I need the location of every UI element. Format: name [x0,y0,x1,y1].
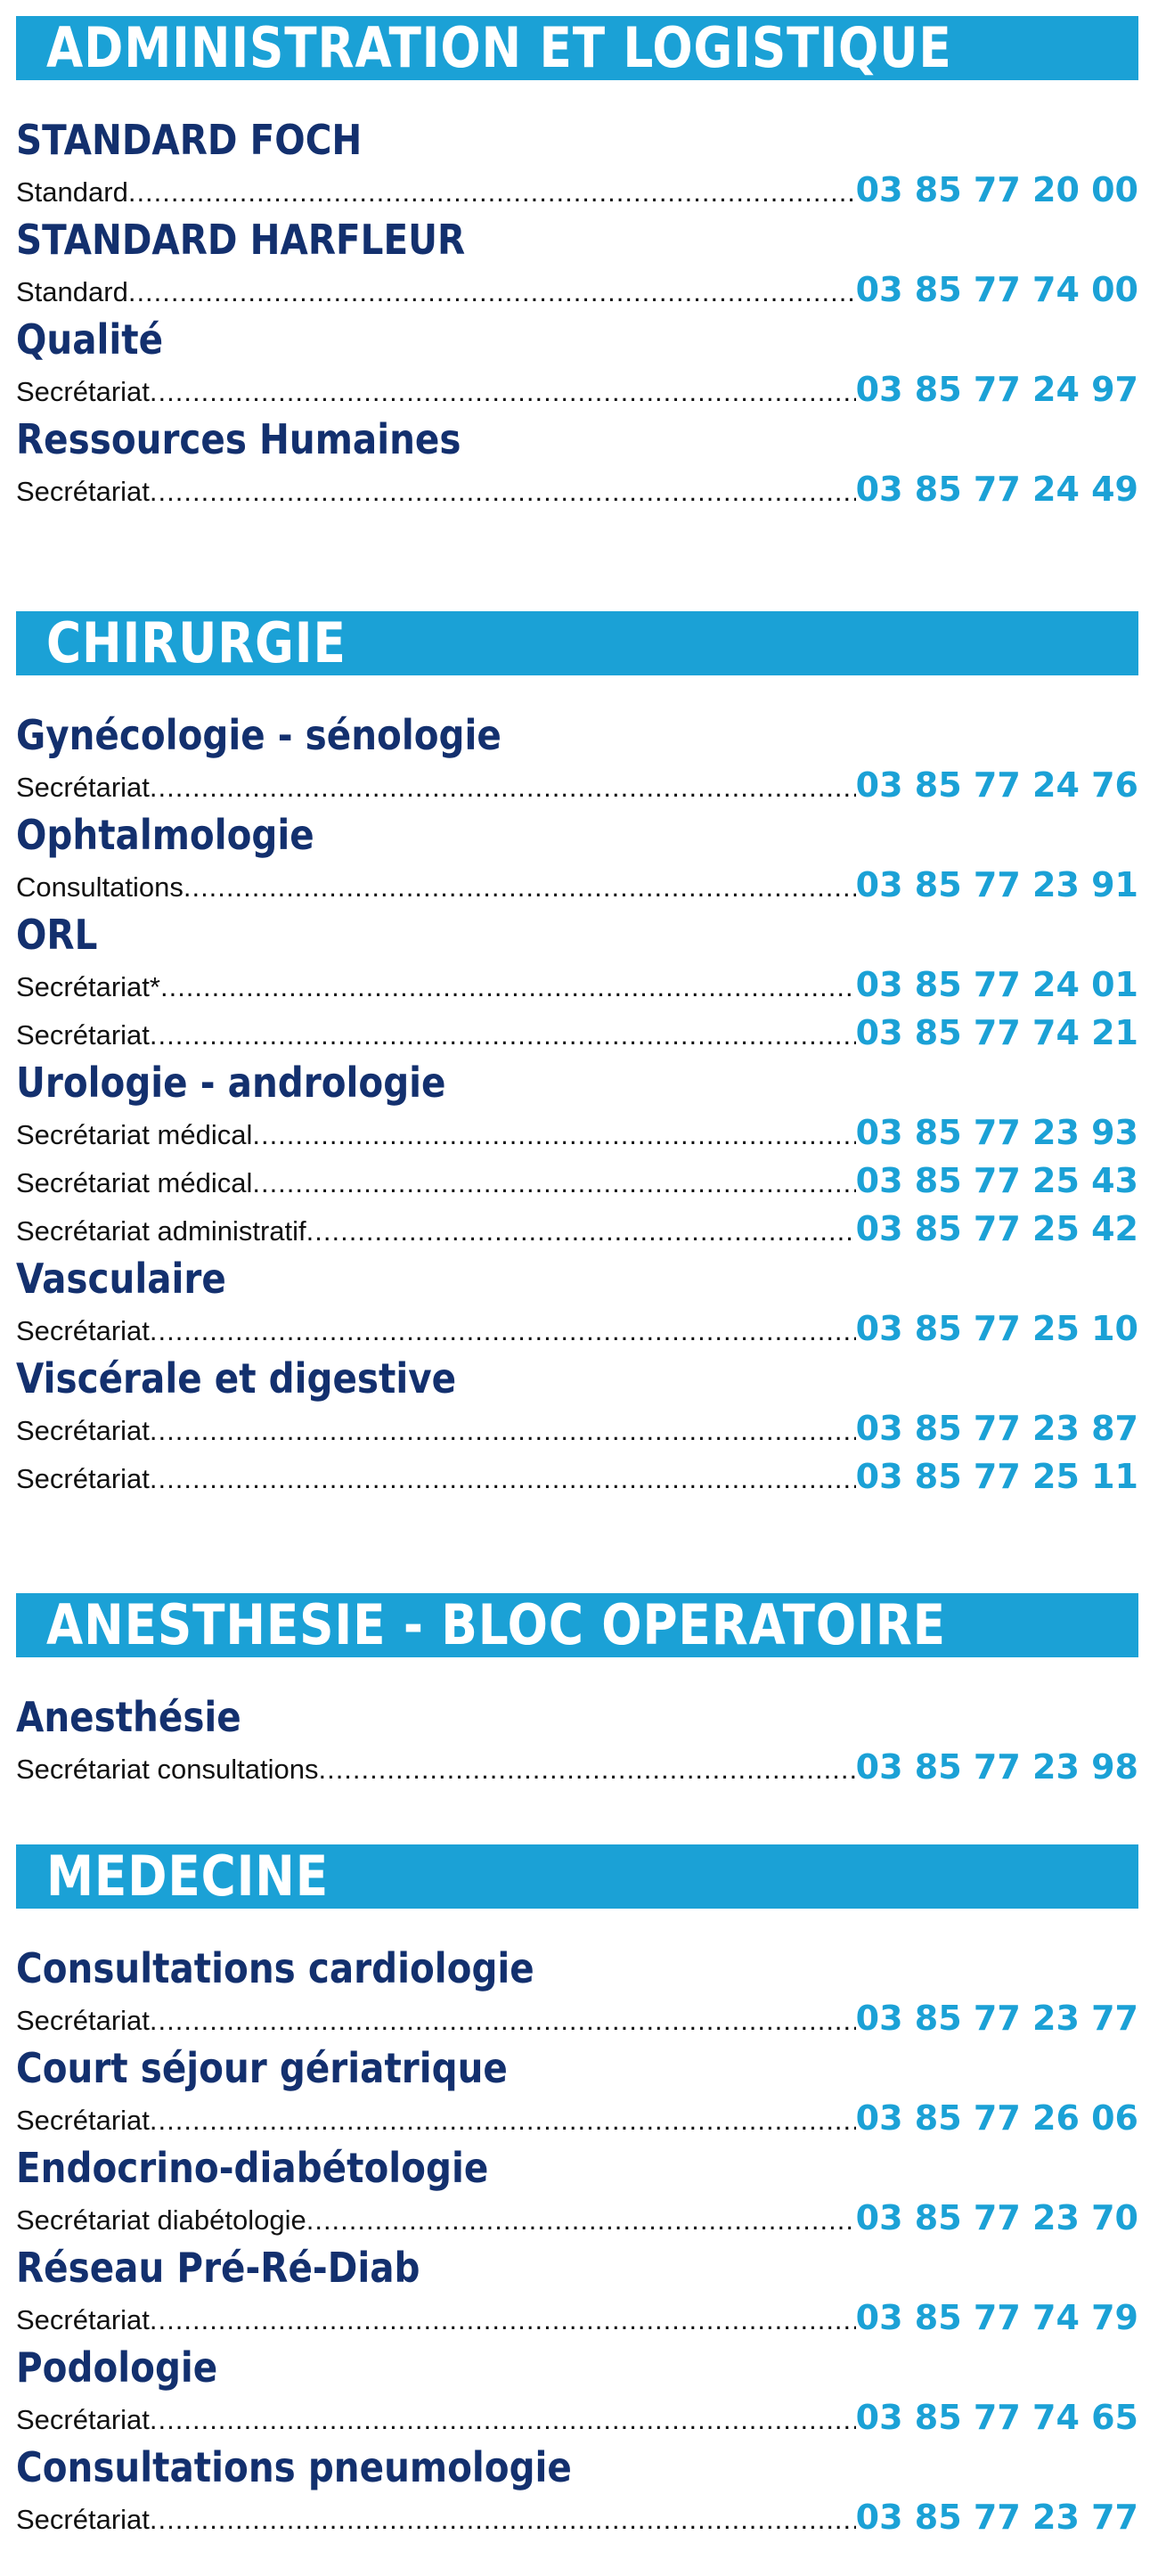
phone-number[interactable]: 03 85 77 23 98 [855,1747,1138,1787]
department-group [16,114,1138,214]
contact-row [16,1452,1138,1501]
department-title-text: Podologie [16,2343,218,2392]
phone-number[interactable]: 03 85 77 24 01 [855,965,1138,1004]
contact-label: Secrétariat [16,1463,150,1494]
department-title-text: Urologie - andrologie [16,1059,446,1107]
contact-label: Secrétariat [16,476,150,507]
dot-leader [150,1407,856,1452]
department-title [16,314,1138,365]
contact-row [16,861,1138,909]
phone-number[interactable]: 03 85 77 24 97 [855,370,1138,409]
department-group [16,709,1138,809]
contact-label: Secrétariat [16,376,150,407]
dot-leader [128,268,856,314]
phone-number[interactable]: 03 85 77 23 77 [855,2498,1138,2537]
department-group [16,1353,1138,1501]
phone-number[interactable]: 03 85 77 23 77 [855,1999,1138,2038]
contact-row [16,1404,1138,1452]
contact-label: Secrétariat [16,1415,150,1446]
department-group [16,809,1138,909]
department-title [16,1253,1138,1304]
contact-row [16,1994,1138,2042]
phone-number[interactable]: 03 85 77 25 43 [855,1161,1138,1200]
section-banner [16,611,1138,675]
department-title-text: Ophtalmologie [16,811,314,859]
contact-row [16,1205,1138,1253]
contact-label: Secrétariat médical [16,1119,253,1150]
section-body [16,1942,1138,2541]
directory-section [16,1593,1138,1791]
contact-label: Secrétariat diabétologie [16,2204,306,2236]
department-title-text: Viscérale et digestive [16,1354,457,1402]
department-group [16,2142,1138,2242]
contact-row [16,961,1138,1009]
contact-row [16,2393,1138,2441]
department-group [16,1691,1138,1791]
phone-number[interactable]: 03 85 77 25 10 [855,1309,1138,1348]
contact-row [16,1157,1138,1205]
dot-leader [183,863,856,909]
department-title-text: Ressources Humaines [16,415,461,463]
department-group [16,1942,1138,2042]
dot-leader [150,368,856,413]
contact-label: Secrétariat [16,2504,150,2535]
phone-number[interactable]: 03 85 77 24 76 [855,765,1138,805]
directory-section [16,611,1138,1501]
phone-number[interactable]: 03 85 77 23 70 [855,2198,1138,2237]
department-group [16,1253,1138,1353]
contact-row [16,365,1138,413]
contact-row [16,2493,1138,2541]
directory-section [16,16,1138,513]
contact-row [16,2094,1138,2142]
phone-number[interactable]: 03 85 77 74 65 [855,2398,1138,2437]
phone-number[interactable]: 03 85 77 23 91 [855,865,1138,904]
contact-label: Secrétariat [16,2105,150,2136]
department-title-text: Réseau Pré-Ré-Diab [16,2244,420,2292]
department-title-text: Gynécologie - sénologie [16,711,502,759]
phone-number[interactable]: 03 85 77 24 49 [855,470,1138,509]
contact-label: Secrétariat administratif [16,1215,306,1247]
department-group [16,314,1138,413]
department-title [16,2042,1138,2094]
contact-label: Standard [16,176,128,208]
department-title [16,2142,1138,2194]
phone-number[interactable]: 03 85 77 20 00 [855,170,1138,209]
department-title [16,1353,1138,1404]
contact-row [16,1009,1138,1057]
department-title-text: STANDARD FOCH [16,116,363,164]
contact-label: Consultations [16,871,183,903]
contact-row [16,2194,1138,2242]
dot-leader [150,1011,856,1057]
department-title-text: Court séjour gériatrique [16,2044,508,2092]
department-group [16,1057,1138,1253]
department-title [16,709,1138,761]
contact-label: Secrétariat [16,2005,150,2036]
department-title [16,2441,1138,2493]
phone-number[interactable]: 03 85 77 74 21 [855,1013,1138,1052]
contact-row [16,1304,1138,1353]
dot-leader [150,2097,856,2142]
department-group [16,2042,1138,2142]
dot-leader [150,2396,856,2441]
department-group [16,2242,1138,2342]
contact-label: Secrétariat* [16,971,160,1002]
phone-number[interactable]: 03 85 77 23 93 [855,1113,1138,1152]
dot-leader [160,963,856,1009]
contact-row [16,2294,1138,2342]
contact-row [16,465,1138,513]
dot-leader [150,468,856,513]
dot-leader [306,1207,856,1253]
section-banner [16,16,1138,80]
section-banner [16,1844,1138,1909]
contact-row [16,1743,1138,1791]
department-title [16,1057,1138,1108]
department-group [16,2441,1138,2541]
dot-leader [150,2296,856,2342]
department-title [16,909,1138,961]
contact-label: Secrétariat médical [16,1167,253,1198]
department-title-text: Consultations pneumologie [16,2443,572,2491]
dot-leader [252,1159,855,1205]
contact-label: Secrétariat [16,2304,150,2335]
department-group [16,214,1138,314]
phone-number[interactable]: 03 85 77 25 42 [855,1209,1138,1248]
department-title-text: Qualité [16,315,164,364]
department-title [16,809,1138,861]
department-title [16,214,1138,266]
section-title: ADMINISTRATION ET LOGISTIQUE [46,16,952,80]
dot-leader [128,168,856,214]
contact-label: Secrétariat [16,2404,150,2435]
dot-leader [318,1746,855,1791]
phone-number[interactable]: 03 85 77 23 87 [855,1409,1138,1448]
dot-leader [252,1111,855,1157]
department-title-text: ORL [16,911,98,959]
department-title [16,1691,1138,1743]
dot-leader [306,2196,856,2242]
contact-row [16,166,1138,214]
contact-row [16,1108,1138,1157]
section-title: ANESTHESIE - BLOC OPERATOIRE [46,1593,946,1657]
section-banner [16,1593,1138,1657]
section-body [16,114,1138,513]
dot-leader [150,1307,856,1353]
department-title [16,2342,1138,2393]
directory-section [16,1844,1138,2541]
section-body [16,709,1138,1501]
contact-label: Secrétariat [16,1315,150,1346]
contact-row [16,761,1138,809]
department-group [16,2342,1138,2441]
contact-label: Secrétariat [16,772,150,803]
department-title-text: Vasculaire [16,1255,226,1303]
department-title [16,2242,1138,2294]
department-title [16,413,1138,465]
phone-number[interactable]: 03 85 77 25 11 [855,1457,1138,1496]
section-body [16,1691,1138,1791]
department-title-text: Consultations cardiologie [16,1944,534,1992]
dot-leader [150,2496,856,2541]
department-group [16,909,1138,1057]
contact-label: Secrétariat [16,1019,150,1051]
contact-row [16,266,1138,314]
dot-leader [150,764,856,809]
dot-leader [150,1997,856,2042]
contact-label: Standard [16,276,128,307]
department-title [16,114,1138,166]
department-title [16,1942,1138,1994]
section-title: MEDECINE [46,1844,330,1909]
department-group [16,413,1138,513]
department-title-text: Anesthésie [16,1693,241,1741]
contact-label: Secrétariat consultations [16,1754,319,1785]
phone-number[interactable]: 03 85 77 26 06 [855,2098,1138,2138]
department-title-text: STANDARD HARFLEUR [16,216,466,264]
phone-number[interactable]: 03 85 77 74 00 [855,270,1138,309]
section-title: CHIRURGIE [46,611,347,675]
phone-number[interactable]: 03 85 77 74 79 [855,2298,1138,2337]
department-title-text: Endocrino-diabétologie [16,2144,489,2192]
dot-leader [150,1455,856,1501]
